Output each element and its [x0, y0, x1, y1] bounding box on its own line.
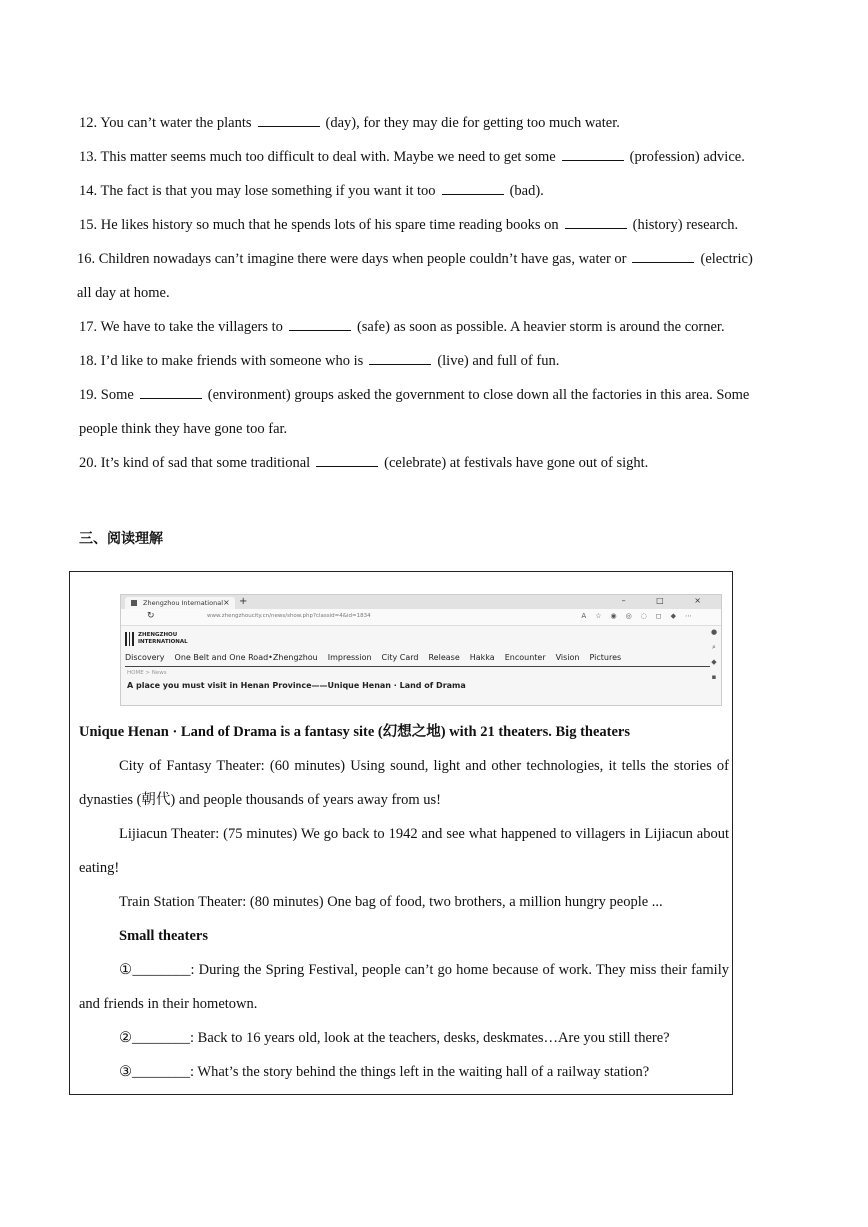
answer-blank[interactable] [565, 216, 627, 229]
question-19: 19. Some (environment) groups asked the government to close down all the factories in this area. Some people think they have gone too far. [79, 387, 750, 437]
address-bar [121, 609, 721, 626]
reading-passage-box [69, 571, 733, 1095]
nav-divider [125, 666, 710, 667]
passage-paragraph: Train Station Theater: (80 minutes) One bag of food, two brothers, a million hungry people ... [119, 894, 663, 910]
small-theater-item: ②________: Back to 16 years old, look at the teachers, desks, deskmates…Are you still there? [119, 1030, 670, 1046]
nav-item[interactable]: Release [428, 653, 460, 662]
answer-blank[interactable] [632, 250, 694, 263]
browser-screenshot [120, 594, 722, 706]
question-16: 16. Children nowadays can’t imagine there were days when people couldn’t have gas, water or (electric) all day at home. [77, 251, 753, 301]
browser-tab[interactable] [125, 597, 235, 609]
passage-paragraph: City of Fantasy Theater: (60 minutes) Using sound, light and other technologies, it tells the stories of dynasties (朝代) and people thousands of years away from us! [79, 758, 729, 808]
url-field[interactable]: www.zhengzhoucity.cn/news/show.php?classid=4&id=1834 [207, 613, 371, 619]
question-18: 18. I’d like to make friends with someone who is (live) and full of fun. [79, 353, 560, 369]
answer-blank[interactable] [562, 148, 624, 161]
nav-item[interactable]: Impression [327, 653, 372, 662]
window-controls[interactable]: – □ × [621, 596, 715, 605]
small-theater-item: ①________: During the Spring Festival, people can’t go home because of work. They miss their family and friends in their hometown. [79, 962, 729, 1012]
site-logo: ZHENGZHOU INTERNATIONAL [125, 631, 185, 647]
nav-item[interactable]: Encounter [504, 653, 546, 662]
nav-item[interactable]: One Belt and One Road•Zhengzhou [174, 653, 318, 662]
answer-blank[interactable] [316, 454, 378, 467]
toolbar-icons[interactable]: A☆◉◎◌◻◆⋯ [581, 612, 701, 620]
nav-item[interactable]: Pictures [589, 653, 622, 662]
answer-blank[interactable] [369, 352, 431, 365]
side-icons[interactable]: ● ⌕ ◆ ▪ [710, 628, 718, 681]
refresh-icon[interactable]: ↻ [147, 611, 155, 621]
answer-blank[interactable] [258, 114, 320, 127]
section-title: 三、阅读理解 [79, 531, 163, 547]
small-theaters-title: Small theaters [119, 928, 208, 944]
answer-blank[interactable] [289, 318, 351, 331]
new-tab-icon[interactable]: + [239, 596, 248, 607]
question-14: 14. The fact is that you may lose something if you want it too (bad). [79, 183, 544, 199]
question-13: 13. This matter seems much too difficult to deal with. Maybe we need to get some (profession) advice. [79, 149, 745, 165]
tab-title: Zhengzhou International [143, 599, 223, 607]
page-icon [131, 600, 137, 606]
answer-blank[interactable] [140, 386, 202, 399]
passage-paragraph: Lijiacun Theater: (75 minutes) We go back to 1942 and see what happened to villagers in Lijiacun about eating! [79, 826, 729, 876]
question-20: 20. It’s kind of sad that some traditional (celebrate) at festivals have gone out of sight. [79, 455, 649, 471]
passage-intro: Unique Henan · Land of Drama is a fantasy site (幻想之地) with 21 theaters. Big theaters [79, 724, 630, 740]
question-17: 17. We have to take the villagers to (safe) as soon as possible. A heavier storm is around the corner. [79, 319, 725, 335]
nav-item[interactable]: City Card [381, 653, 419, 662]
question-12: 12. You can’t water the plants (day), for they may die for getting too much water. [79, 115, 620, 131]
nav-item[interactable]: Vision [555, 653, 580, 662]
close-icon[interactable]: × [223, 598, 230, 607]
logo-icon [125, 632, 134, 646]
site-nav [125, 653, 631, 662]
answer-blank[interactable] [442, 182, 504, 195]
question-15: 15. He likes history so much that he spends lots of his spare time reading books on (history) research. [79, 217, 739, 233]
nav-item[interactable]: Discovery [125, 653, 165, 662]
tab-bar [121, 595, 721, 609]
small-theater-item: ③________: What’s the story behind the things left in the waiting hall of a railway station? [119, 1064, 650, 1080]
article-heading: A place you must visit in Henan Province——Unique Henan · Land of Drama [127, 681, 466, 690]
nav-item[interactable]: Hakka [469, 653, 495, 662]
breadcrumb[interactable]: HOME > News [127, 670, 167, 676]
